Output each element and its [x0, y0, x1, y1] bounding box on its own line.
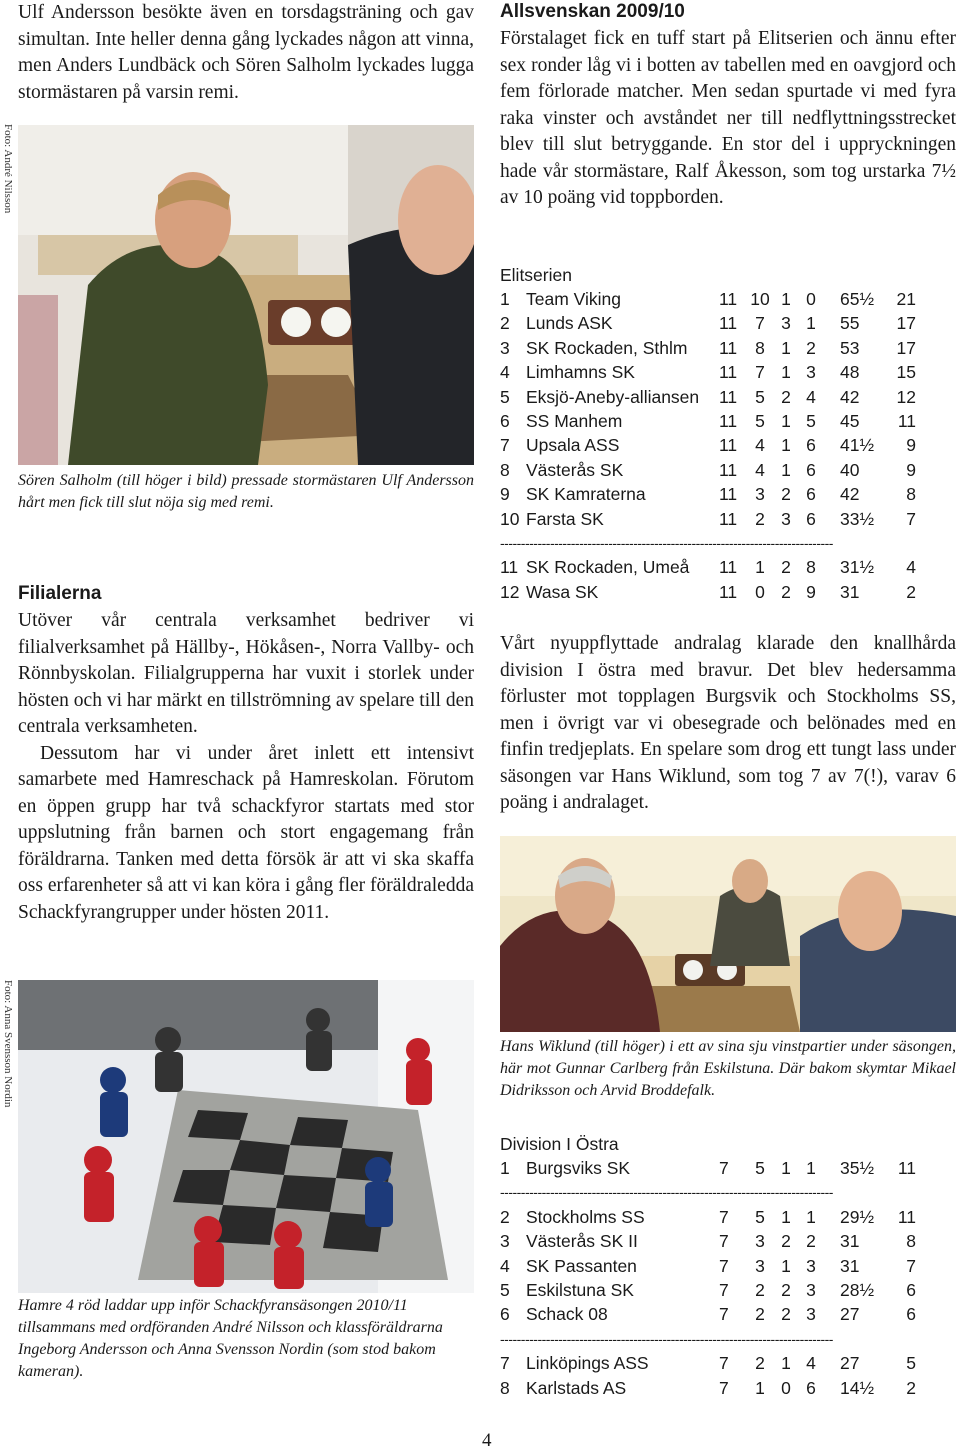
elitserien-cell-rank: 6 — [500, 410, 510, 431]
children-chess-photo-image — [18, 980, 474, 1293]
elitserien-cell-p: 11 — [719, 557, 738, 578]
elitserien-cell-team: Västerås SK — [526, 459, 624, 480]
elitserien-cell-p: 11 — [719, 435, 738, 456]
division1-row — [500, 1302, 920, 1326]
division1-cell-l: 6 — [806, 1377, 816, 1398]
photo1-caption — [18, 470, 474, 514]
elitserien-row — [500, 287, 920, 311]
division1-row — [500, 1205, 920, 1229]
photo1-credit: Foto: André Nilsson — [2, 124, 14, 214]
division1-cell-team: Västerås SK II — [526, 1231, 638, 1252]
elitserien-cell-w: 7 — [755, 313, 765, 334]
elitserien-cell-w: 5 — [755, 410, 765, 431]
division1-cell-l: 3 — [806, 1255, 816, 1276]
photo2-caption-text: Hamre 4 röd laddar upp inför Schackfyransäsongen 2010/11 tillsammans med ordföranden André Nilsson och klassföräldrarna Ingeborg Andersson och Anna Svensson Nordin (som stod bakom kameran). — [18, 1297, 443, 1380]
elitserien-cell-pts: 40 — [840, 459, 860, 480]
photo2-credit: Foto: Anna Svensson Nordin — [2, 980, 14, 1108]
elitserien-cell-p: 11 — [719, 508, 738, 529]
elitserien-cell-mp: 15 — [896, 362, 916, 383]
division1-cell-l: 3 — [806, 1279, 816, 1300]
division1-cell-w: 1 — [755, 1377, 765, 1398]
elitserien-cell-team: Team Viking — [526, 289, 622, 309]
andralag-paragraph: Vårt nyuppflyttade andralag klarade den knallhårda division I östra med bravur. Det blev hedersamma förluster mot topplagen Burgsvik och Stockholms SS, men i övrigt var vi obesegrade och belönades med en finfin tredjeplats. En spelare som drog ett tungt lass under säsongen var Hans Wiklund, som tog 7 av 7(!), varav 6 poäng i andralaget. — [500, 633, 956, 813]
filialerna-body — [18, 608, 474, 926]
elitserien-cell-d: 2 — [781, 557, 791, 578]
elitserien-row — [500, 433, 920, 457]
division1-cell-pts: 14½ — [840, 1377, 875, 1398]
division1-cell-w: 3 — [755, 1255, 765, 1276]
division1-cell-p: 7 — [719, 1377, 729, 1398]
elitserien-cell-team: SK Kamraterna — [526, 484, 646, 505]
elitserien-cell-d: 3 — [781, 313, 791, 334]
elitserien-cell-w: 1 — [755, 557, 765, 578]
division1-cell-w: 2 — [755, 1353, 765, 1374]
elitserien-cell-pts: 31½ — [840, 557, 875, 578]
division1-cell-mp: 2 — [906, 1377, 916, 1398]
division1-separator-2: -------------------------------------------------------------------------------- — [500, 1330, 833, 1347]
elitserien-cell-w: 3 — [755, 484, 765, 505]
division1-cell-w: 3 — [755, 1231, 765, 1252]
elitserien-row — [500, 580, 920, 604]
division1-cell-mp: 6 — [906, 1279, 916, 1300]
elitserien-cell-d: 1 — [781, 410, 791, 431]
photo2-caption — [18, 1295, 474, 1383]
filialerna-heading: Filialerna — [18, 583, 102, 604]
division1-cell-pts: 27 — [840, 1304, 860, 1325]
elitserien-cell-d: 1 — [781, 337, 791, 358]
elitserien-cell-team: SK Rockaden, Sthlm — [526, 337, 688, 358]
elitserien-cell-team: SK Rockaden, Umeå — [526, 557, 690, 578]
division1-cell-rank: 7 — [500, 1353, 510, 1374]
division1-cell-rank: 8 — [500, 1377, 510, 1398]
filialerna-paragraph-1: Utöver vår centrala verksamhet bedriver vi filialverksamhet på Hällby-, Hökåsen-, Norra Vallby- och Rönnbyskolan. Filialgrupperna har vuxit i storlek under hösten och vi har märkt en tillströmning av spelare till den centrala verksamheten. — [18, 610, 474, 737]
elitserien-cell-mp: 21 — [896, 289, 916, 309]
division1-cell-p: 7 — [719, 1158, 729, 1178]
elitserien-cell-p: 11 — [719, 337, 738, 358]
elitserien-cell-rank: 12 — [500, 581, 520, 602]
elitserien-row — [500, 385, 920, 409]
elitserien-cell-d: 1 — [781, 459, 791, 480]
elitserien-cell-rank: 1 — [500, 289, 510, 309]
elitserien-cell-pts: 65½ — [840, 289, 875, 309]
division1-rows-c — [500, 1351, 920, 1400]
photo3-caption-text: Hans Wiklund (till höger) i ett av sina sju vinstpartier under säsongen, här mot Gunnar Carlberg från Eskilstuna. Där bakom skymtar Mikael Didriksson och Arvid Broddefalk. — [500, 1038, 956, 1099]
elitserien-row — [500, 482, 920, 506]
division1-cell-rank: 2 — [500, 1206, 510, 1227]
filialerna-paragraph-2: Dessutom har vi under året inlett ett intensivt samarbete med Hamreschack på Hamreskolan. Förutom en öppen grupp har två schackfyror startats med stor uppslutning från barnen och stort engagemang från föräldrarna. Tanken med detta försök är att vi ska skaffa oss erfarenheter så att vi kan köra i gång fler föräldraledda Schackfyrangrupper under hösten 2011. — [18, 742, 474, 923]
division1-cell-d: 2 — [781, 1304, 791, 1325]
division1-cell-team: Eskilstuna SK — [526, 1279, 634, 1300]
elitserien-cell-w: 8 — [755, 337, 765, 358]
elitserien-cell-w: 7 — [755, 362, 765, 383]
division1-cell-p: 7 — [719, 1231, 729, 1252]
elitserien-cell-mp: 12 — [896, 386, 916, 407]
elitserien-cell-rank: 5 — [500, 386, 510, 407]
division1-cell-l: 1 — [806, 1206, 816, 1227]
division1-cell-d: 1 — [781, 1206, 791, 1227]
division1-row — [500, 1351, 920, 1375]
elitserien-cell-pts: 42 — [840, 386, 860, 407]
elitserien-cell-rank: 4 — [500, 362, 510, 383]
chess-game-photo-image — [18, 125, 474, 465]
elitserien-cell-l: 6 — [806, 435, 816, 456]
division1-cell-rank: 6 — [500, 1304, 510, 1325]
elitserien-cell-pts: 31 — [840, 581, 860, 602]
elitserien-cell-mp: 17 — [896, 313, 916, 334]
division1-row — [500, 1254, 920, 1278]
division1-cell-p: 7 — [719, 1255, 729, 1276]
elitserien-cell-p: 11 — [719, 410, 738, 431]
elitserien-cell-l: 4 — [806, 386, 816, 407]
division1-separator-1: -------------------------------------------------------------------------------- — [500, 1184, 833, 1201]
chess-game-photo — [18, 125, 474, 465]
photo1-caption-text: Sören Salholm (till höger i bild) pressade stormästaren Ulf Andersson hårt men fick till slut nöja sig med remi. — [18, 472, 474, 511]
division1-rows-a — [500, 1156, 920, 1180]
elitserien-cell-d: 1 — [781, 362, 791, 383]
elitserien-cell-w: 5 — [755, 386, 765, 407]
elitserien-cell-l: 5 — [806, 410, 816, 431]
division1-cell-rank: 3 — [500, 1231, 510, 1252]
elitserien-cell-rank: 2 — [500, 313, 510, 334]
elitserien-cell-pts: 41½ — [840, 435, 875, 456]
elitserien-cell-p: 11 — [719, 484, 738, 505]
division1-cell-pts: 28½ — [840, 1279, 875, 1300]
hans-wiklund-photo — [500, 836, 956, 1032]
elitserien-cell-l: 9 — [806, 581, 816, 602]
elitserien-cell-d: 1 — [781, 289, 791, 309]
elitserien-separator: -------------------------------------------------------------------------------- — [500, 534, 833, 551]
elitserien-cell-l: 3 — [806, 362, 816, 383]
elitserien-cell-d: 2 — [781, 581, 791, 602]
elitserien-cell-pts: 45 — [840, 410, 860, 431]
elitserien-cell-pts: 48 — [840, 362, 860, 383]
elitserien-rows-bottom — [500, 555, 920, 604]
elitserien-cell-mp: 17 — [896, 337, 916, 358]
elitserien-cell-l: 6 — [806, 484, 816, 505]
division1-cell-pts: 31 — [840, 1255, 860, 1276]
division1-title: Division I Östra — [500, 1134, 619, 1154]
elitserien-cell-mp: 9 — [906, 435, 916, 456]
elitserien-cell-l: 6 — [806, 459, 816, 480]
elitserien-cell-p: 11 — [719, 386, 738, 407]
division1-cell-mp: 7 — [906, 1255, 916, 1276]
division1-cell-w: 5 — [755, 1206, 765, 1227]
elitserien-table — [500, 263, 920, 604]
elitserien-cell-w: 0 — [755, 581, 765, 602]
division1-cell-team: SK Passanten — [526, 1255, 637, 1276]
allsvenskan-paragraph: Förstalaget fick en tuff start på Elitserien och ännu efter sex ronder låg vi i botten av tabellen med en oavgjord och fem förlorade matcher. Men sedan spurtade vi med fyra raka vinster och avståndet ner till nedflyttningsstrecket blev till slut betryggande. En stor del i uppryckningen hade vår stormästare, Ralf Åkesson, som tog urstarka 7½ av 10 poäng vid toppborden. — [500, 28, 956, 208]
intro-paragraph — [18, 0, 474, 106]
division1-cell-team: Karlstads AS — [526, 1377, 627, 1398]
elitserien-row — [500, 555, 920, 579]
elitserien-cell-team: Upsala ASS — [526, 435, 620, 456]
elitserien-rows-top — [500, 287, 920, 531]
children-chess-photo — [18, 980, 474, 1293]
division1-cell-rank: 4 — [500, 1255, 510, 1276]
elitserien-cell-l: 6 — [806, 508, 816, 529]
division1-cell-d: 2 — [781, 1231, 791, 1252]
division1-table — [500, 1132, 920, 1400]
division1-cell-mp: 11 — [897, 1158, 916, 1178]
division1-cell-team: Stockholms SS — [526, 1206, 645, 1227]
division1-cell-w: 2 — [755, 1304, 765, 1325]
elitserien-cell-p: 11 — [719, 289, 738, 309]
elitserien-cell-team: Eksjö-Aneby-alliansen — [526, 386, 700, 407]
division1-cell-w: 5 — [755, 1158, 765, 1178]
division1-cell-team: Linköpings ASS — [526, 1353, 649, 1374]
elitserien-cell-p: 11 — [719, 362, 738, 383]
elitserien-cell-p: 11 — [719, 459, 738, 480]
elitserien-cell-d: 2 — [781, 484, 791, 505]
elitserien-cell-p: 11 — [719, 581, 738, 602]
division1-cell-l: 4 — [806, 1353, 816, 1374]
division1-cell-p: 7 — [719, 1279, 729, 1300]
elitserien-row — [500, 409, 920, 433]
elitserien-cell-team: Limhamns SK — [526, 362, 635, 383]
elitserien-row — [500, 311, 920, 335]
division1-cell-p: 7 — [719, 1206, 729, 1227]
division1-cell-l: 2 — [806, 1231, 816, 1252]
division1-cell-w: 2 — [755, 1279, 765, 1300]
elitserien-cell-mp: 4 — [906, 557, 916, 578]
division1-cell-d: 1 — [781, 1255, 791, 1276]
page-number: 4 — [482, 1430, 492, 1451]
division1-cell-p: 7 — [719, 1304, 729, 1325]
division1-cell-mp: 5 — [906, 1353, 916, 1374]
division1-cell-mp: 11 — [897, 1206, 916, 1227]
elitserien-cell-mp: 7 — [906, 508, 916, 529]
division1-cell-team: Schack 08 — [526, 1304, 608, 1325]
allsvenskan-body — [500, 26, 956, 212]
elitserien-cell-w: 4 — [755, 459, 765, 480]
elitserien-cell-mp: 9 — [906, 459, 916, 480]
elitserien-cell-d: 3 — [781, 508, 791, 529]
division1-cell-l: 3 — [806, 1304, 816, 1325]
elitserien-cell-l: 1 — [806, 313, 816, 334]
intro-text: Ulf Andersson besökte även en torsdagsträning och gav simultan. Inte heller denna gång lyckades någon att vinna, men Anders Lundbäck och Sören Salholm lyckades lugga stormästaren på varsin remi. — [18, 2, 474, 103]
elitserien-cell-pts: 55 — [840, 313, 860, 334]
elitserien-cell-l: 2 — [806, 337, 816, 358]
division1-cell-rank: 1 — [500, 1158, 510, 1178]
division1-cell-pts: 29½ — [840, 1206, 875, 1227]
elitserien-cell-pts: 33½ — [840, 508, 875, 529]
division1-cell-d: 1 — [781, 1353, 791, 1374]
elitserien-cell-p: 11 — [719, 313, 738, 334]
division1-row — [500, 1278, 920, 1302]
elitserien-cell-rank: 7 — [500, 435, 510, 456]
elitserien-cell-mp: 2 — [906, 581, 916, 602]
elitserien-title: Elitserien — [500, 265, 572, 285]
division1-cell-mp: 8 — [906, 1231, 916, 1252]
division1-cell-p: 7 — [719, 1353, 729, 1374]
elitserien-cell-rank: 8 — [500, 459, 510, 480]
elitserien-row — [500, 507, 920, 531]
elitserien-cell-w: 4 — [755, 435, 765, 456]
division1-rows-b — [500, 1205, 920, 1327]
andralag-body — [500, 631, 956, 817]
division1-row — [500, 1229, 920, 1253]
elitserien-row — [500, 458, 920, 482]
division1-cell-mp: 6 — [906, 1304, 916, 1325]
elitserien-cell-team: Farsta SK — [526, 508, 604, 529]
elitserien-cell-l: 8 — [806, 557, 816, 578]
elitserien-cell-rank: 10 — [500, 508, 520, 529]
elitserien-cell-team: SS Manhem — [526, 410, 623, 431]
elitserien-row — [500, 360, 920, 384]
division1-cell-pts: 27 — [840, 1353, 860, 1374]
allsvenskan-heading: Allsvenskan 2009/10 — [500, 1, 685, 22]
elitserien-cell-pts: 42 — [840, 484, 860, 505]
elitserien-cell-rank: 3 — [500, 337, 510, 358]
division1-cell-d: 0 — [781, 1377, 791, 1398]
division1-row — [500, 1376, 920, 1400]
elitserien-cell-w: 2 — [755, 508, 765, 529]
elitserien-cell-mp: 8 — [906, 484, 916, 505]
elitserien-cell-pts: 53 — [840, 337, 860, 358]
division1-cell-pts: 31 — [840, 1231, 860, 1252]
elitserien-cell-team: Wasa SK — [526, 581, 599, 602]
elitserien-cell-rank: 9 — [500, 484, 510, 505]
division1-row — [500, 1156, 920, 1180]
elitserien-cell-l: 0 — [806, 289, 816, 309]
division1-cell-pts: 35½ — [840, 1158, 875, 1178]
division1-cell-team: Burgsviks SK — [526, 1158, 631, 1178]
elitserien-cell-rank: 11 — [500, 557, 519, 578]
elitserien-cell-w: 10 — [750, 289, 770, 309]
photo3-caption — [500, 1036, 956, 1102]
elitserien-cell-d: 2 — [781, 386, 791, 407]
elitserien-cell-d: 1 — [781, 435, 791, 456]
division1-cell-rank: 5 — [500, 1279, 510, 1300]
division1-cell-d: 2 — [781, 1279, 791, 1300]
elitserien-cell-team: Lunds ASK — [526, 313, 613, 334]
division1-cell-l: 1 — [806, 1158, 816, 1178]
elitserien-row — [500, 336, 920, 360]
division1-cell-d: 1 — [781, 1158, 791, 1178]
elitserien-cell-mp: 11 — [897, 410, 916, 431]
hans-wiklund-photo-image — [500, 836, 956, 1032]
